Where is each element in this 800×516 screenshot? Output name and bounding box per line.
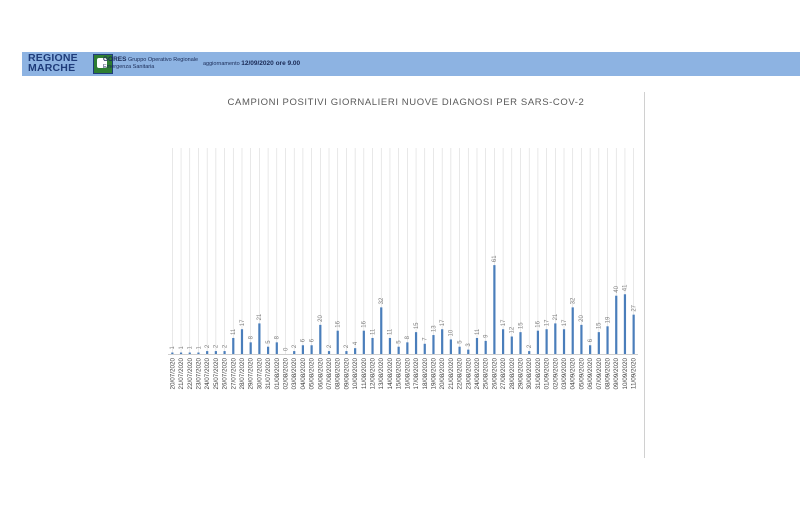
data-label: 20 bbox=[579, 315, 586, 322]
header-bar bbox=[22, 52, 800, 76]
data-label: 2 bbox=[204, 344, 211, 349]
data-label: 16 bbox=[361, 320, 368, 328]
x-tick-label: 04/09/2020 bbox=[569, 358, 577, 390]
chart-title: CAMPIONI POSITIVI GIORNALIERI NUOVE DIAGNOSI PER SARS-COV-2 bbox=[227, 97, 585, 108]
bar-07/08/2020 bbox=[328, 351, 330, 354]
data-label: 15 bbox=[518, 322, 525, 330]
bar-17/08/2020 bbox=[415, 332, 417, 354]
x-tick-label: 02/09/2020 bbox=[552, 358, 560, 390]
data-label: 1 bbox=[187, 346, 194, 350]
data-label: 11 bbox=[474, 328, 481, 335]
bar-20/08/2020 bbox=[441, 329, 443, 354]
x-tick-label: 26/08/2020 bbox=[491, 358, 499, 390]
data-label: 6 bbox=[300, 338, 307, 343]
data-label: 19 bbox=[605, 316, 612, 324]
data-label: 4 bbox=[352, 341, 359, 346]
x-tick-label: 12/08/2020 bbox=[369, 358, 377, 390]
bar-29/07/2020 bbox=[250, 342, 252, 354]
bar-03/09/2020 bbox=[563, 329, 565, 354]
data-label: 3 bbox=[466, 343, 473, 347]
data-label: 8 bbox=[248, 335, 255, 340]
x-tick-label: 30/07/2020 bbox=[256, 358, 264, 390]
bar-01/08/2020 bbox=[276, 342, 278, 354]
x-tick-label: 23/08/2020 bbox=[465, 358, 473, 390]
bar-14/08/2020 bbox=[389, 338, 391, 354]
bar-chart bbox=[168, 92, 644, 458]
update-value: 12/09/2020 ore 9.00 bbox=[241, 60, 301, 67]
x-tick-label: 09/08/2020 bbox=[343, 358, 351, 390]
data-label: 21 bbox=[257, 313, 264, 321]
x-tick-label: 22/07/2020 bbox=[186, 358, 194, 390]
bar-22/08/2020 bbox=[458, 347, 460, 354]
x-tick-label: 11/08/2020 bbox=[360, 358, 368, 390]
x-tick-label: 24/08/2020 bbox=[473, 358, 481, 390]
bar-27/07/2020 bbox=[232, 338, 234, 354]
gores-desc-line2: Emergenza Sanitaria bbox=[103, 64, 155, 70]
bar-25/08/2020 bbox=[485, 341, 487, 354]
bar-13/08/2020 bbox=[380, 307, 382, 354]
data-label: 17 bbox=[500, 319, 507, 327]
data-label: 32 bbox=[379, 297, 386, 305]
x-tick-label: 03/08/2020 bbox=[291, 358, 299, 390]
bar-09/08/2020 bbox=[345, 351, 347, 354]
data-label: 6 bbox=[587, 338, 594, 343]
data-label: 32 bbox=[570, 297, 577, 305]
x-tick-label: 30/08/2020 bbox=[526, 358, 534, 390]
bar-04/08/2020 bbox=[302, 345, 304, 354]
bar-16/08/2020 bbox=[406, 342, 408, 354]
bar-07/09/2020 bbox=[598, 332, 600, 354]
bar-12/08/2020 bbox=[371, 338, 373, 354]
bar-27/08/2020 bbox=[502, 329, 504, 354]
x-tick-label: 28/07/2020 bbox=[238, 358, 246, 390]
bar-06/09/2020 bbox=[589, 345, 591, 354]
data-label: 9 bbox=[483, 334, 490, 338]
data-label: 2 bbox=[326, 344, 333, 349]
data-label: 11 bbox=[370, 328, 377, 335]
x-tick-label: 26/07/2020 bbox=[221, 358, 229, 390]
x-tick-label: 29/07/2020 bbox=[247, 358, 255, 390]
data-label: 17 bbox=[561, 319, 568, 327]
bar-02/09/2020 bbox=[554, 323, 556, 354]
x-tick-label: 14/08/2020 bbox=[386, 358, 394, 390]
bar-05/08/2020 bbox=[311, 345, 313, 354]
x-tick-label: 21/07/2020 bbox=[178, 358, 186, 390]
x-tick-label: 04/08/2020 bbox=[299, 358, 307, 390]
update-info bbox=[203, 60, 300, 67]
bar-30/07/2020 bbox=[258, 323, 260, 354]
data-label: 21 bbox=[553, 313, 560, 321]
data-label: 12 bbox=[509, 326, 516, 334]
bar-31/07/2020 bbox=[267, 347, 269, 354]
gores-desc-line1: Gruppo Operativo Regionale bbox=[128, 57, 199, 63]
data-label: 6 bbox=[309, 338, 316, 343]
x-tick-label: 29/08/2020 bbox=[517, 358, 525, 390]
data-label: 5 bbox=[265, 340, 272, 344]
data-label: 2 bbox=[222, 344, 229, 349]
x-tick-label: 18/08/2020 bbox=[421, 358, 429, 390]
x-tick-label: 08/08/2020 bbox=[334, 358, 342, 390]
x-tick-label: 09/09/2020 bbox=[613, 358, 621, 390]
data-label: 20 bbox=[318, 315, 325, 322]
bar-05/09/2020 bbox=[580, 325, 582, 354]
x-tick-label: 10/08/2020 bbox=[352, 358, 360, 390]
bar-15/08/2020 bbox=[398, 347, 400, 354]
data-label: 17 bbox=[544, 319, 551, 327]
bar-26/07/2020 bbox=[223, 351, 225, 354]
x-tick-label: 01/08/2020 bbox=[273, 358, 281, 390]
bar-23/08/2020 bbox=[467, 350, 469, 354]
x-tick-label: 24/07/2020 bbox=[204, 358, 212, 390]
x-tick-label: 02/08/2020 bbox=[282, 358, 290, 390]
bar-11/08/2020 bbox=[363, 331, 365, 354]
x-tick-label: 07/08/2020 bbox=[326, 358, 334, 390]
x-tick-label: 19/08/2020 bbox=[430, 358, 438, 390]
bar-26/08/2020 bbox=[493, 265, 495, 354]
x-tick-label: 17/08/2020 bbox=[413, 358, 421, 390]
bar-10/08/2020 bbox=[354, 348, 356, 354]
data-label: 16 bbox=[335, 320, 342, 328]
x-tick-label: 20/08/2020 bbox=[439, 358, 447, 390]
data-label: 17 bbox=[239, 319, 246, 327]
data-label: 16 bbox=[535, 320, 542, 328]
bar-21/08/2020 bbox=[450, 339, 452, 354]
x-tick-label: 25/07/2020 bbox=[212, 358, 220, 390]
x-tick-label: 13/08/2020 bbox=[378, 358, 386, 390]
bar-31/08/2020 bbox=[537, 331, 539, 354]
update-prefix: aggiornamento bbox=[203, 61, 240, 67]
data-label: 2 bbox=[527, 344, 534, 349]
data-label: 40 bbox=[614, 286, 621, 293]
x-tick-label: 27/07/2020 bbox=[230, 358, 238, 390]
chart-container bbox=[168, 92, 645, 458]
bar-21/07/2020 bbox=[180, 353, 182, 354]
brand-line2: MARCHE bbox=[28, 62, 76, 74]
data-label: 2 bbox=[213, 344, 220, 349]
data-label: 8 bbox=[405, 335, 412, 340]
data-label: 2 bbox=[344, 344, 351, 349]
data-label: 7 bbox=[422, 337, 429, 341]
x-tick-label: 15/08/2020 bbox=[395, 358, 403, 390]
data-label: 15 bbox=[596, 322, 603, 330]
data-label: 61 bbox=[492, 255, 499, 263]
bar-25/07/2020 bbox=[215, 351, 217, 354]
data-label: 41 bbox=[622, 284, 629, 292]
bar-23/07/2020 bbox=[197, 353, 199, 354]
data-label: 1 bbox=[170, 346, 177, 350]
bar-11/09/2020 bbox=[633, 315, 635, 354]
x-tick-label: 06/08/2020 bbox=[317, 358, 325, 390]
data-label: 17 bbox=[439, 319, 446, 327]
x-tick-label: 22/08/2020 bbox=[456, 358, 464, 390]
bar-24/07/2020 bbox=[206, 351, 208, 354]
x-tick-label: 05/08/2020 bbox=[308, 358, 316, 390]
x-tick-label: 31/07/2020 bbox=[265, 358, 273, 390]
x-tick-label: 28/08/2020 bbox=[508, 358, 516, 390]
x-tick-label: 31/08/2020 bbox=[534, 358, 542, 390]
bar-04/09/2020 bbox=[572, 307, 574, 354]
data-label: 5 bbox=[396, 340, 403, 344]
x-tick-label: 08/09/2020 bbox=[604, 358, 612, 390]
data-label: 8 bbox=[274, 335, 281, 340]
brand-logo-text bbox=[28, 53, 78, 73]
x-tick-label: 21/08/2020 bbox=[447, 358, 455, 390]
bar-28/08/2020 bbox=[511, 337, 513, 354]
data-label: 15 bbox=[413, 322, 420, 330]
data-label: 11 bbox=[231, 328, 238, 335]
data-label: 11 bbox=[387, 328, 394, 335]
x-tick-label: 23/07/2020 bbox=[195, 358, 203, 390]
data-label: 13 bbox=[431, 325, 438, 333]
bar-20/07/2020 bbox=[171, 353, 173, 354]
bar-09/09/2020 bbox=[615, 296, 617, 354]
bar-08/09/2020 bbox=[606, 326, 608, 354]
data-label: 0 bbox=[283, 347, 290, 351]
bar-01/09/2020 bbox=[546, 329, 548, 354]
x-tick-label: 20/07/2020 bbox=[169, 358, 177, 390]
x-tick-label: 10/09/2020 bbox=[621, 358, 629, 390]
x-tick-label: 05/09/2020 bbox=[578, 358, 586, 390]
x-tick-label: 11/09/2020 bbox=[630, 358, 638, 390]
x-tick-label: 03/09/2020 bbox=[561, 358, 569, 390]
bar-30/08/2020 bbox=[528, 351, 530, 354]
x-tick-label: 07/09/2020 bbox=[595, 358, 603, 390]
bar-18/08/2020 bbox=[424, 344, 426, 354]
bar-28/07/2020 bbox=[241, 329, 243, 354]
data-label: 1 bbox=[196, 346, 203, 350]
x-tick-label: 16/08/2020 bbox=[404, 358, 412, 390]
data-label: 1 bbox=[178, 346, 185, 350]
x-tick-label: 06/09/2020 bbox=[587, 358, 595, 390]
gores-label: GORES bbox=[103, 56, 127, 63]
x-tick-label: 27/08/2020 bbox=[500, 358, 508, 390]
bar-03/08/2020 bbox=[293, 351, 295, 354]
brand-line1: REGIONE bbox=[28, 52, 78, 64]
data-label: 5 bbox=[457, 340, 464, 344]
data-label: 27 bbox=[631, 304, 638, 312]
bar-19/08/2020 bbox=[432, 335, 434, 354]
gores-info bbox=[103, 56, 198, 71]
bar-22/07/2020 bbox=[189, 353, 191, 354]
bar-06/08/2020 bbox=[319, 325, 321, 354]
x-tick-label: 01/09/2020 bbox=[543, 358, 551, 390]
data-label: 2 bbox=[292, 344, 299, 349]
bar-08/08/2020 bbox=[337, 331, 339, 354]
x-tick-label: 25/08/2020 bbox=[482, 358, 490, 390]
data-label: 10 bbox=[448, 329, 455, 337]
bar-24/08/2020 bbox=[476, 338, 478, 354]
bar-29/08/2020 bbox=[519, 332, 521, 354]
bar-10/09/2020 bbox=[624, 294, 626, 354]
